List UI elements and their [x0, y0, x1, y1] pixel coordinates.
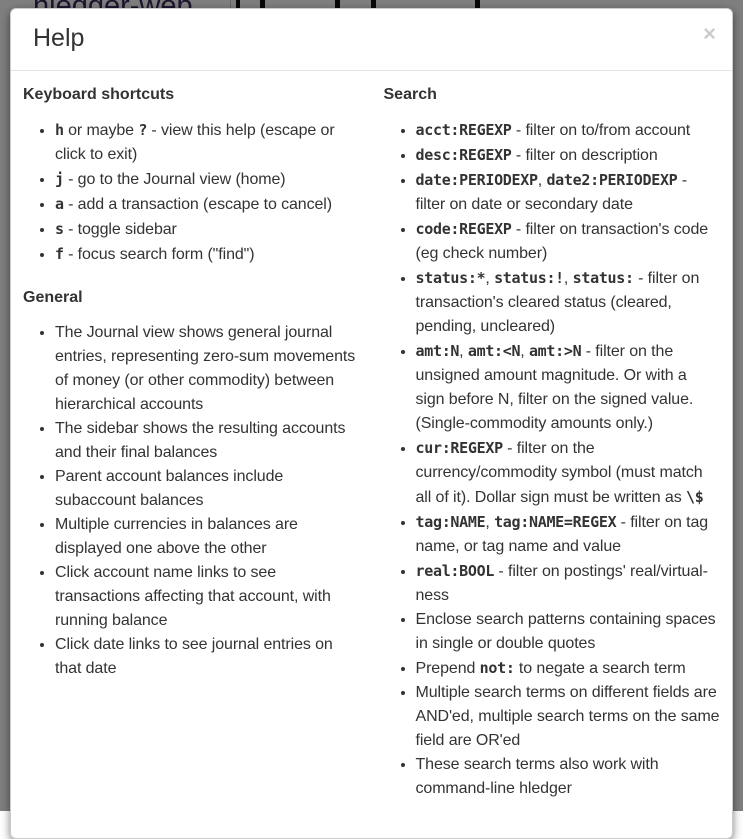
code-term: desc:REGEXP — [416, 146, 512, 164]
help-list-item: • real:BOOL - filter on postings' real/virtual-ness — [416, 559, 721, 608]
help-list-item: • Parent account balances include subaccount balances — [55, 465, 360, 513]
help-list-item: • f - focus search form ("find") — [55, 242, 360, 267]
close-icon[interactable]: × — [703, 23, 716, 45]
help-list — [384, 118, 721, 801]
code-term: ? — [138, 121, 147, 139]
help-list-item: • acct:REGEXP - filter on to/from account — [416, 118, 721, 143]
code-term: amt:>N — [529, 342, 581, 360]
help-list-item: • tag:NAME, tag:NAME=REGEX - filter on tag name, or tag name and value — [416, 510, 721, 559]
code-term: status: — [573, 269, 634, 287]
section-heading: Keyboard shortcuts — [23, 86, 360, 104]
help-list-item: • Prepend not: to negate a search term — [416, 656, 721, 681]
modal-title: Help — [33, 22, 716, 56]
modal-body — [11, 71, 732, 838]
help-list-item: • date:PERIODEXP, date2:PERIODEXP - filter on date or secondary date — [416, 168, 721, 217]
help-list-item: • h or maybe ? - view this help (escape or click to exit) — [55, 118, 360, 167]
help-list-item: • Enclose search patterns containing spaces in single or double quotes — [416, 608, 721, 656]
code-term: real:BOOL — [416, 562, 495, 580]
code-term: a — [55, 195, 64, 213]
help-list-item: • amt:N, amt:<N, amt:>N - filter on the unsigned amount magnitude. Or with a sign before N, filter on the signed value. (Single-commodity amounts only.) — [416, 339, 721, 436]
help-list-item: • code:REGEXP - filter on transaction's code (eg check number) — [416, 217, 721, 266]
help-list-item: • Multiple currencies in balances are displayed one above the other — [55, 513, 360, 561]
help-list — [23, 118, 360, 267]
code-term: amt:N — [416, 342, 460, 360]
help-list-item: • a - add a transaction (escape to cancel) — [55, 192, 360, 217]
code-term: date2:PERIODEXP — [546, 171, 677, 189]
code-term: f — [55, 245, 64, 263]
help-column-right — [372, 86, 733, 823]
code-term: status:* — [416, 269, 486, 287]
help-list-item: • Click account name links to see transactions affecting that account, with running balance — [55, 561, 360, 633]
code-term: code:REGEXP — [416, 220, 512, 238]
help-list — [23, 321, 360, 681]
code-term: status:! — [494, 269, 564, 287]
code-term: acct:REGEXP — [416, 121, 512, 139]
code-term: not: — [480, 659, 515, 677]
code-term: s — [55, 220, 64, 238]
code-term: amt:<N — [468, 342, 520, 360]
code-term: \$ — [686, 488, 703, 506]
help-list-item: • The Journal view shows general journal entries, representing zero-sum movements of money (or other commodity) between hierarchical accounts — [55, 321, 360, 417]
help-list-item: • These search terms also work with command-line hledger — [416, 753, 721, 801]
help-column-left — [11, 86, 372, 823]
help-list-item: • desc:REGEXP - filter on description — [416, 143, 721, 168]
code-term: date:PERIODEXP — [416, 171, 538, 189]
code-term: cur:REGEXP — [416, 439, 503, 457]
help-list-item: • s - toggle sidebar — [55, 217, 360, 242]
modal-header — [11, 9, 732, 71]
help-list-item: • The sidebar shows the resulting accounts and their final balances — [55, 417, 360, 465]
help-list-item: • status:*, status:!, status: - filter on transaction's cleared status (cleared, pending, uncleared) — [416, 266, 721, 339]
help-list-item: • cur:REGEXP - filter on the currency/commodity symbol (must match all of it). Dollar sign must be written as \$ — [416, 436, 721, 510]
code-term: h — [55, 121, 64, 139]
help-list-item: • Multiple search terms on different fields are AND'ed, multiple search terms on the same field are OR'ed — [416, 681, 721, 753]
code-term: tag:NAME — [416, 513, 486, 531]
code-term: j — [55, 170, 64, 188]
help-modal — [10, 8, 733, 839]
section-heading: General — [23, 289, 360, 307]
code-term: tag:NAME=REGEX — [494, 513, 616, 531]
section-heading: Search — [384, 86, 721, 104]
help-list-item: • Click date links to see journal entries on that date — [55, 633, 360, 681]
help-list-item: • j - go to the Journal view (home) — [55, 167, 360, 192]
